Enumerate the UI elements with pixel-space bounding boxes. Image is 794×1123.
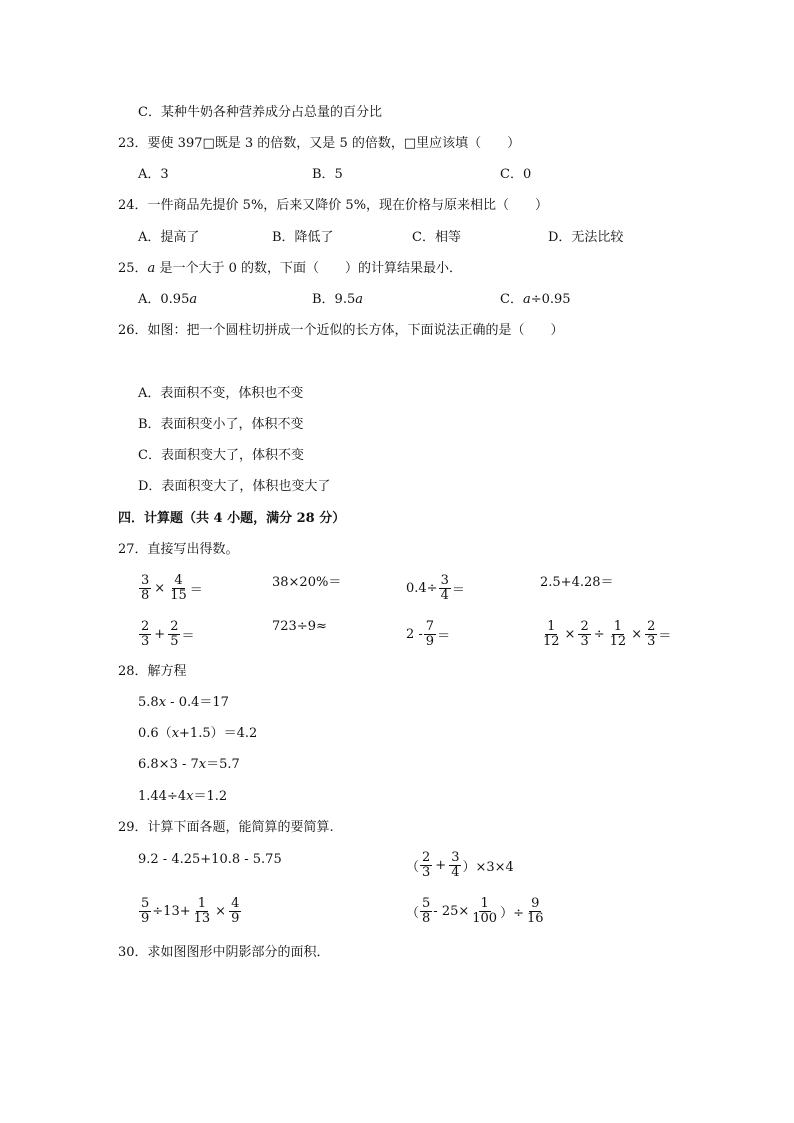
q27-expr-5: $\frac{2}{3}$ + $\frac{2}{5}$ ＝ — [141, 618, 195, 649]
fraction: $\frac{2}{3}$ — [141, 618, 150, 649]
q25-b-text: B．9.5 — [312, 292, 356, 307]
q28-equation-1: 5.8x - 0.4＝17 — [138, 695, 229, 710]
q25-a-text: A．0.95 — [138, 292, 190, 307]
q25-c-var: a — [522, 292, 531, 307]
q26-option-d: D．表面积变大了，体积也变大了 — [138, 479, 331, 494]
fraction: $\frac{2}{3}$ — [422, 849, 431, 880]
q28-equation-2: 0.6（x+1.5）＝4.2 — [138, 726, 258, 741]
q25-b-var: a — [355, 292, 363, 307]
q25-c-text: C． — [500, 292, 523, 307]
q24-option-b: B．降低了 — [272, 230, 334, 245]
q24-option-c: C．相等 — [412, 230, 461, 245]
fraction: $\frac{4}{15}$ — [170, 572, 187, 603]
q27-expr-3: 0.4÷ $\frac{3}{4}$ ＝ — [406, 572, 465, 603]
q25-text — [118, 260, 462, 278]
q26-option-a: A．表面积不变，体积也不变 — [138, 386, 304, 401]
q26-text: 26．如图：把一个圆柱切拼成一个近似的长方体，下面说法正确的是（ ） — [118, 323, 564, 338]
fraction: $\frac{3}{4}$ — [451, 849, 460, 880]
q25-option-c — [500, 291, 571, 309]
fraction: $\frac{3}{4}$ — [440, 572, 449, 603]
q29-expr-4: （ $\frac{5}{8}$ - 25× $\frac{1}{100}$ ）÷ $\frac{9}{16}$ — [406, 895, 544, 926]
fraction: $\frac{2}{3}$ — [580, 618, 589, 649]
q27-text: 27．直接写出得数。 — [118, 542, 239, 557]
fraction: $\frac{3}{8}$ — [141, 572, 150, 603]
q25-variable: a — [147, 261, 156, 276]
q25-number: 25． — [118, 261, 148, 276]
q23-text: 23．要使 397□既是 3 的倍数，又是 5 的倍数，□里应该填（ ） — [118, 136, 521, 151]
q28-equation-3: 6.8×3 - 7x＝5.7 — [138, 757, 240, 772]
q24-option-d: D．无法比较 — [548, 230, 624, 245]
q25-option-b — [312, 291, 363, 309]
q29-expr-2: （ $\frac{2}{3}$ + $\frac{3}{4}$ ）×3×4 — [406, 849, 514, 880]
q27-expr-1: $\frac{3}{8}$ × $\frac{4}{15}$ ＝ — [141, 572, 203, 603]
q30-text: 30．求如图图形中阴影部分的面积． — [118, 945, 330, 960]
q24-option-a: A．提高了 — [138, 230, 200, 245]
fraction: $\frac{5}{8}$ — [422, 895, 431, 926]
q27-expr-2: 38×20%＝ — [272, 574, 342, 590]
fraction: $\frac{2}{5}$ — [170, 618, 179, 649]
fraction: $\frac{4}{9}$ — [231, 895, 240, 926]
fraction: $\frac{1}{13}$ — [193, 895, 211, 926]
fraction: $\frac{5}{9}$ — [141, 895, 150, 926]
q27-expr-8: $\frac{1}{12}$ × $\frac{2}{3}$ ÷ $\frac{1}{12}$ × $\frac{2}{3}$ ＝ — [543, 618, 672, 649]
fraction: $\frac{2}{3}$ — [647, 618, 656, 649]
q25-a-var: a — [189, 292, 198, 307]
fraction: $\frac{1}{12}$ — [543, 618, 560, 649]
fraction: $\frac{7}{9}$ — [425, 618, 435, 649]
q27-expr-6: 723÷9≈ — [272, 618, 327, 634]
q29-expr-1: 9.2 - 4.25+10.8 - 5.75 — [138, 852, 282, 867]
q24-text: 24．一件商品先提价 5%，后来又降价 5%，现在价格与原来相比（ ） — [118, 198, 549, 213]
q29-text: 29．计算下面各题，能简算的要简算. — [118, 820, 334, 835]
q23-option-b: B．5 — [312, 167, 343, 182]
q26-option-b: B．表面积变小了，体积不变 — [138, 417, 304, 432]
q27-expr-7: 2 - $\frac{7}{9}$ ＝ — [406, 618, 451, 649]
q27-expr-4: 2.5+4.28＝ — [540, 574, 614, 590]
q25-option-a — [138, 291, 197, 309]
q23-option-a: A．3 — [138, 167, 169, 182]
fraction: $\frac{1}{100}$ — [472, 895, 498, 926]
q28-equation-4: 1.44÷4x＝1.2 — [138, 789, 228, 804]
q26-option-c: C．表面积变大了，体积不变 — [138, 448, 304, 463]
fraction: $\frac{1}{12}$ — [609, 618, 627, 649]
q22-option-c: C．某种牛奶各种营养成分占总量的百分比 — [138, 105, 382, 120]
q25-c-post: ÷0.95 — [530, 292, 571, 307]
section-title: 四．计算题（共 4 小题，满分 28 分） — [118, 511, 346, 526]
q25-rest: 是一个大于 0 的数，下面（ ）的计算结果最小． — [155, 261, 462, 276]
q28-text: 28．解方程 — [118, 664, 187, 679]
q29-expr-3: $\frac{5}{9}$ ÷13+ $\frac{1}{13}$ × $\frac{4}{9}$ — [141, 895, 240, 926]
q23-option-c: C．0 — [500, 167, 532, 182]
fraction: $\frac{9}{16}$ — [527, 895, 544, 926]
